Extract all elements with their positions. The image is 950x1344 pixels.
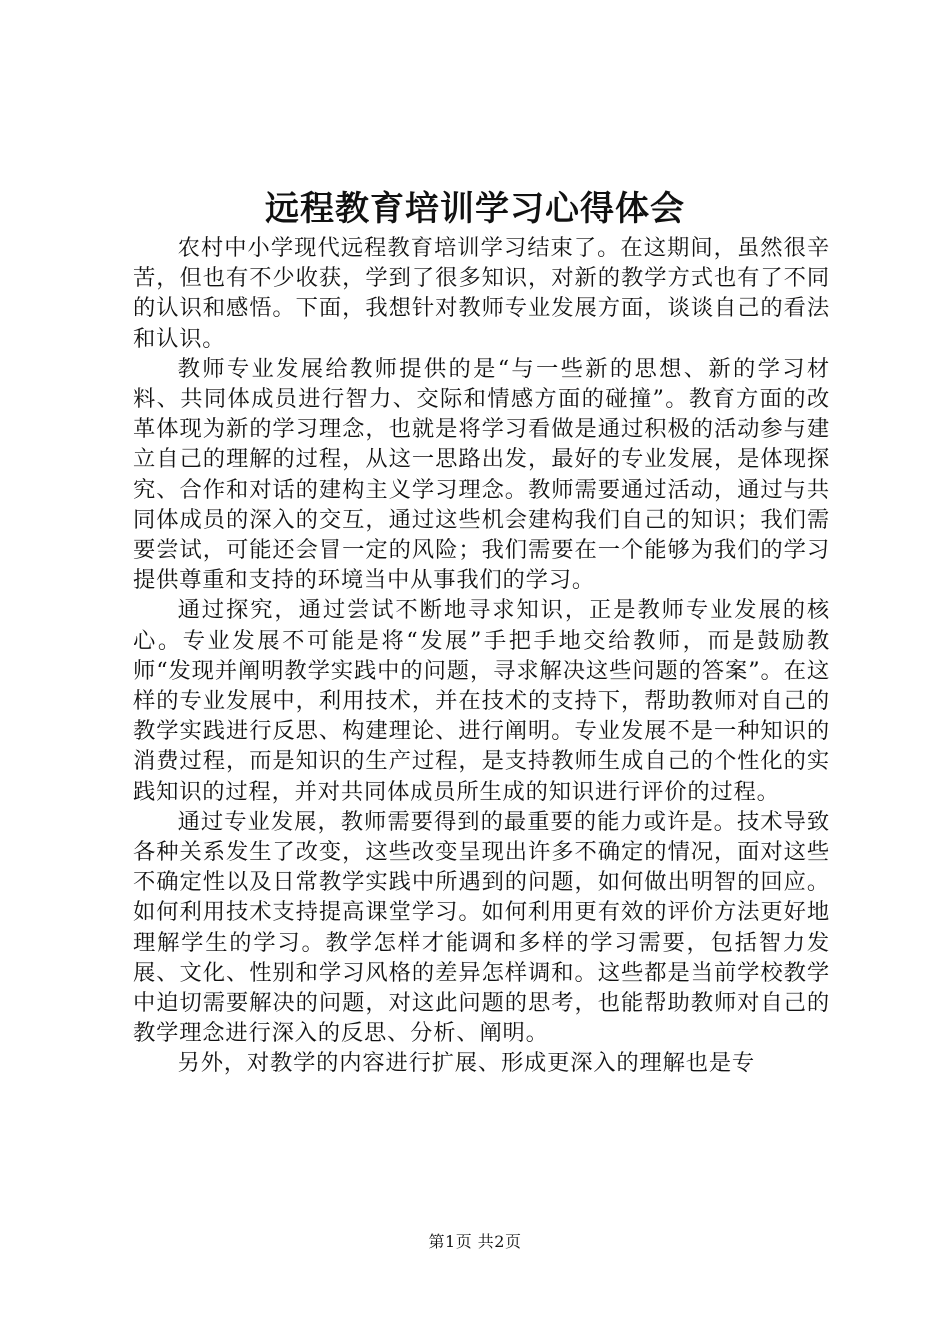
document-title: 远程教育培训学习心得体会 [265,189,685,229]
paragraph-4: 通过专业发展，教师需要得到的最重要的能力或许是。技术导致各种关系发生了改变，这些改变呈现出许多不确定的情况，面对这些不确定性以及日常教学实践中所遇到的问题，如何做出明智的回应。如何利用技术支持提高课堂学习。如何利用更有效的评价方法更好地理解学生的学习。教学怎样才能调和多样的学习需要，包括智力发展、文化、性别和学习风格的差异怎样调和。这些都是当前学校教学中迫切需要解决的问题，对这此问题的思考，也能帮助教师对自己的教学理念进行深入的反思、分析、阐明。 [133,808,830,1047]
document-body [133,233,830,1079]
paragraph-2: 教师专业发展给教师提供的是“与一些新的思想、新的学习材料、共同体成员进行智力、交际和情感方面的碰撞”。教育方面的改革体现为新的学习理念，也就是将学习看做是通过积极的活动参与建立自己的理解的过程，从这一思路出发，最好的专业发展，是体现探究、合作和对话的建构主义学习理念。教师需要通过活动，通过与共同体成员的深入的交互，通过这些机会建构我们自己的知识；我们需要尝试，可能还会冒一定的风险；我们需要在一个能够为我们的学习提供尊重和支持的环境当中从事我们的学习。 [133,355,830,594]
paragraph-5: 另外，对教学的内容进行扩展、形成更深入的理解也是专 [177,1050,756,1077]
page-number-footer: 第1页 共2页 [428,1232,522,1251]
paragraph-1: 农村中小学现代远程教育培训学习结束了。在这期间，虽然很辛苦，但也有不少收获，学到了很多知识，对新的教学方式也有了不同的认识和感悟。下面，我想针对教师专业发展方面，谈谈自己的看法和认识。 [133,235,830,352]
paragraph-3: 通过探究，通过尝试不断地寻求知识，正是教师专业发展的核心。专业发展不可能是将“发展”手把手地交给教师，而是鼓励教师“发现并阐明教学实践中的问题，寻求解决这些问题的答案”。在这样的专业发展中，利用技术，并在技术的支持下，帮助教师对自己的教学实践进行反思、构建理论、进行阐明。专业发展不是一种知识的消费过程，而是知识的生产过程，是支持教师生成自己的个性化的实践知识的过程，并对共同体成员所生成的知识进行评价的过程。 [133,597,830,805]
